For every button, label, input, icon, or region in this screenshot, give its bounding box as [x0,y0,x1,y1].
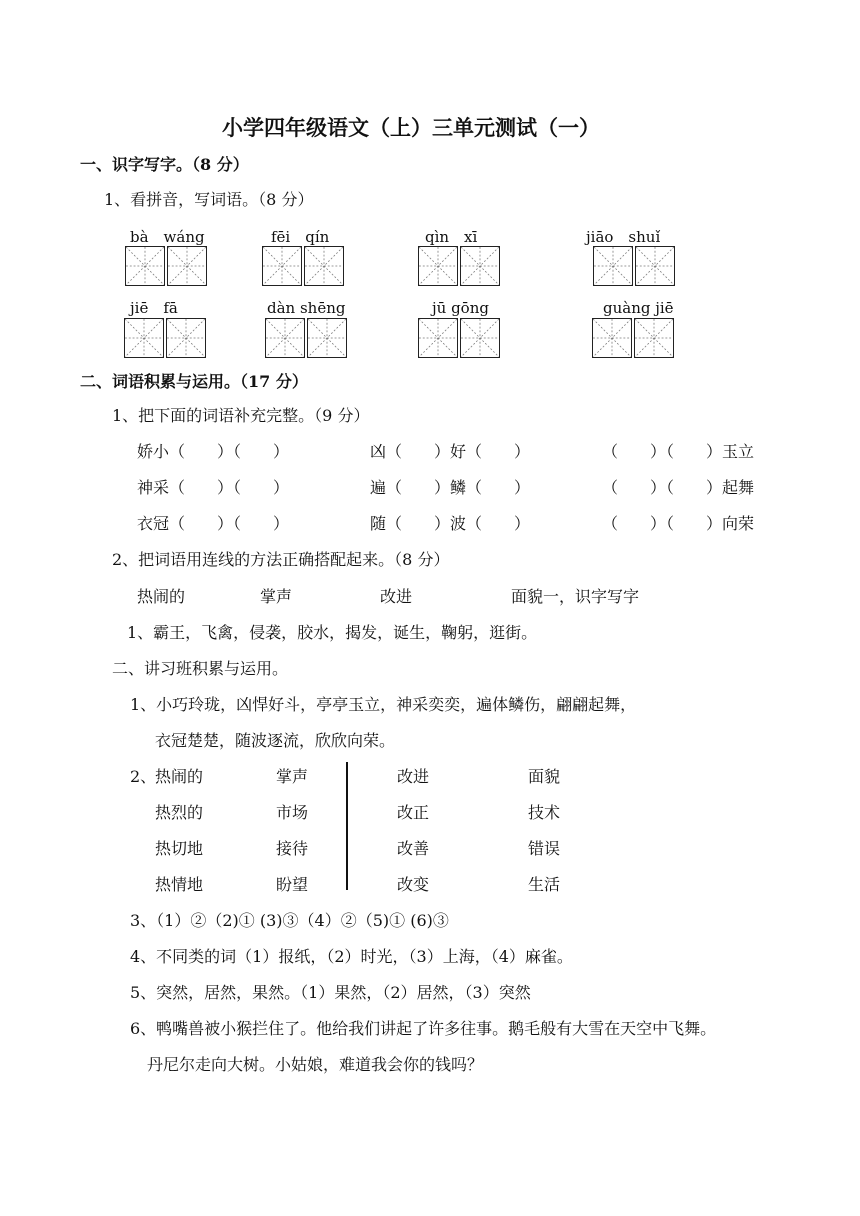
match-cell: 热闹的 [155,767,204,786]
answer-5: 5、突然，居然，果然。（1）果然，（2）居然，（3）突然 [130,983,531,1002]
match-cell: 市场 [276,803,309,822]
answer-6-line1: 6、鸭嘴兽被小猴拦住了。他给我们讲起了许多往事。鹅毛般有大雪在天空中飞舞。 [130,1019,717,1038]
pinyin-1: bà wáng [130,228,205,246]
match-word: 热闹的 [137,587,186,606]
fill-item: （ ）（ ）玉立 [602,442,755,461]
writing-box[interactable] [124,318,164,358]
match-word: 面貌一，识字写字 [511,587,640,606]
divider-line [346,762,348,890]
section1-q1: 1、看拼音，写词语。（8 分） [104,190,314,209]
writing-box[interactable] [593,246,633,286]
writing-box[interactable] [265,318,305,358]
match-word: 掌声 [260,587,293,606]
match-label: 2、 [130,767,157,786]
match-cell: 改变 [397,875,430,894]
writing-box[interactable] [592,318,632,358]
section2-q1: 1、把下面的词语补充完整。（9 分） [112,406,370,425]
match-cell: 热情地 [155,875,204,894]
match-cell: 改正 [397,803,430,822]
match-cell: 热切地 [155,839,204,858]
writing-box[interactable] [166,318,206,358]
match-cell: 生活 [528,875,561,894]
writing-box[interactable] [418,246,458,286]
pinyin-3: qìn xī [425,228,478,246]
page-title: 小学四年级语文（上）三单元测试（一） [222,115,600,140]
answer-2-line2: 衣冠楚楚，随波逐流，欣欣向荣。 [155,731,396,750]
fill-item: 遍（ ）鳞（ ） [370,478,531,497]
writing-box[interactable] [634,318,674,358]
match-cell: 面貌 [528,767,561,786]
pinyin-6: dàn shēng [267,299,346,317]
writing-box[interactable] [262,246,302,286]
pinyin-5: jiē fā [130,299,178,317]
answer-6-line2: 丹尼尔走向大树。小姑娘，难道我会你的钱吗？ [147,1055,484,1074]
match-cell: 错误 [528,839,561,858]
fill-item: 神采（ ）（ ） [137,478,290,497]
match-cell: 热烈的 [155,803,204,822]
match-cell: 技术 [528,803,561,822]
answer-4: 4、不同类的词（1）报纸，（2）时光，（3）上海，（4）麻雀。 [130,947,573,966]
writing-box[interactable] [304,246,344,286]
writing-box[interactable] [167,246,207,286]
fill-item: （ ）（ ）起舞 [602,478,755,497]
answer-3: 3、（1）②（2)① (3)③（4）②（5)① (6)③ [130,911,449,930]
fill-item: （ ）（ ）向荣 [602,514,755,533]
answer-1: 1、霸王，飞禽，侵袭，胶水，揭发，诞生，鞠躬，逛街。 [127,623,538,642]
match-cell: 接待 [276,839,309,858]
section1-heading: 一、识字写字。（8 分） [80,155,249,174]
fill-item: 娇小（ ）（ ） [137,442,290,461]
answers-heading: 二、讲习班积累与运用。 [112,659,289,678]
pinyin-7: jū gōng [432,299,489,317]
writing-box[interactable] [418,318,458,358]
answer-2-line1: 1、小巧玲珑，凶悍好斗，亭亭玉立，神采奕奕，遍体鳞伤，翩翩起舞， [130,695,637,714]
section2-heading: 二、词语积累与运用。（17 分） [80,372,308,391]
match-cell: 掌声 [276,767,309,786]
fill-item: 衣冠（ ）（ ） [137,514,290,533]
writing-box[interactable] [460,246,500,286]
writing-box[interactable] [125,246,165,286]
pinyin-4: jiāo shuǐ [586,228,661,246]
match-cell: 改善 [397,839,430,858]
match-word: 改进 [380,587,413,606]
writing-box[interactable] [307,318,347,358]
writing-box[interactable] [635,246,675,286]
pinyin-8: guàng jiē [603,299,674,317]
match-cell: 改进 [397,767,430,786]
writing-box[interactable] [460,318,500,358]
pinyin-2: fēi qín [271,228,330,246]
match-cell: 盼望 [276,875,309,894]
section2-q2: 2、把词语用连线的方法正确搭配起来。（8 分） [112,550,450,569]
fill-item: 随（ ）波（ ） [370,514,531,533]
fill-item: 凶（ ）好（ ） [370,442,531,461]
